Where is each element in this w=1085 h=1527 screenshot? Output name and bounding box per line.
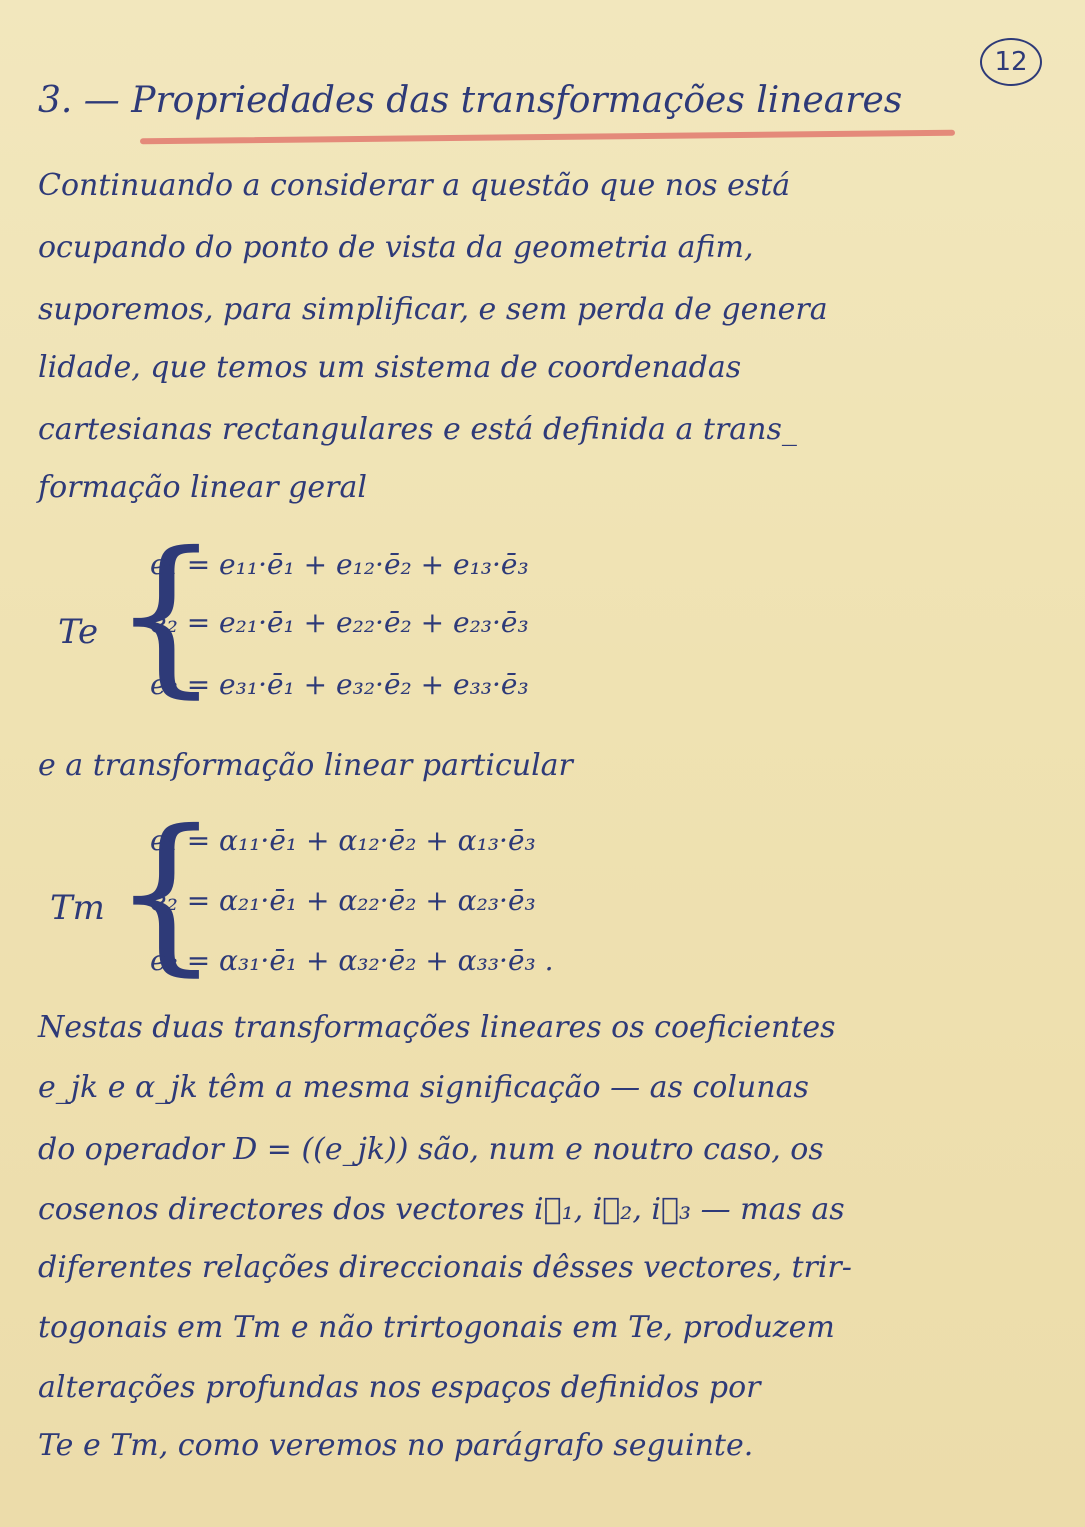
system-m-row-3: e₃ = α₃₁·ē₁ + α₃₂·ē₂ + α₃₃·ē₃ . (150, 944, 554, 977)
closing-line-1: Nestas duas transformações lineares os coeficientes (38, 1010, 836, 1045)
closing-line-4: cosenos directores dos vectores i⃗₁, i⃗₂, i⃗₃ — mas as (38, 1192, 845, 1227)
intro-line-6: formação linear geral (38, 470, 367, 505)
system-m-row-1: e₁ = α₁₁·ē₁ + α₁₂·ē₂ + α₁₃·ē₃ (150, 824, 536, 857)
system-m-row-2: e₂ = α₂₁·ē₁ + α₂₂·ē₂ + α₂₃·ē₃ (150, 884, 536, 917)
closing-line-8: Te e Tm, como veremos no parágrafo seguinte. (38, 1428, 754, 1463)
closing-line-3: do operador D = ((e_jk)) são, num e noutro caso, os (38, 1132, 824, 1167)
system-e-brace: { (112, 516, 221, 714)
intro-line-2: ocupando do ponto de vista da geometria afim, (38, 230, 754, 265)
system-m-brace: { (112, 794, 221, 992)
system-m-label: Tm (50, 888, 105, 928)
system-e-row-3: e₃ = e₃₁·ē₁ + e₃₂·ē₂ + e₃₃·ē₃ (150, 668, 529, 701)
title-underline (140, 130, 955, 145)
intro-line-5: cartesianas rectangulares e está definida a trans_ (38, 412, 797, 447)
middle-line: e a transformação linear particular (38, 748, 573, 783)
intro-line-3: suporemos, para simplificar, e sem perda de genera (38, 292, 828, 327)
intro-line-1: Continuando a considerar a questão que nos está (38, 168, 791, 203)
closing-line-7: alterações profundas nos espaços definidos por (38, 1370, 761, 1405)
system-e-row-2: e₂ = e₂₁·ē₁ + e₂₂·ē₂ + e₂₃·ē₃ (150, 606, 529, 639)
closing-line-6: togonais em Tm e não trirtogonais em Te, produzem (38, 1310, 835, 1345)
intro-line-4: lidade, que temos um sistema de coordenadas (38, 350, 742, 385)
closing-line-5: diferentes relações direccionais dêsses vectores, trir- (38, 1250, 852, 1285)
system-e-label: Te (58, 612, 99, 652)
system-e-row-1: e₁ = e₁₁·ē₁ + e₁₂·ē₂ + e₁₃·ē₃ (150, 548, 529, 581)
section-title: 3. — Propriedades das transformações lineares (38, 80, 903, 121)
page-number: 12 (980, 38, 1042, 86)
closing-line-2: e_jk e α_jk têm a mesma significação — as colunas (38, 1070, 809, 1105)
